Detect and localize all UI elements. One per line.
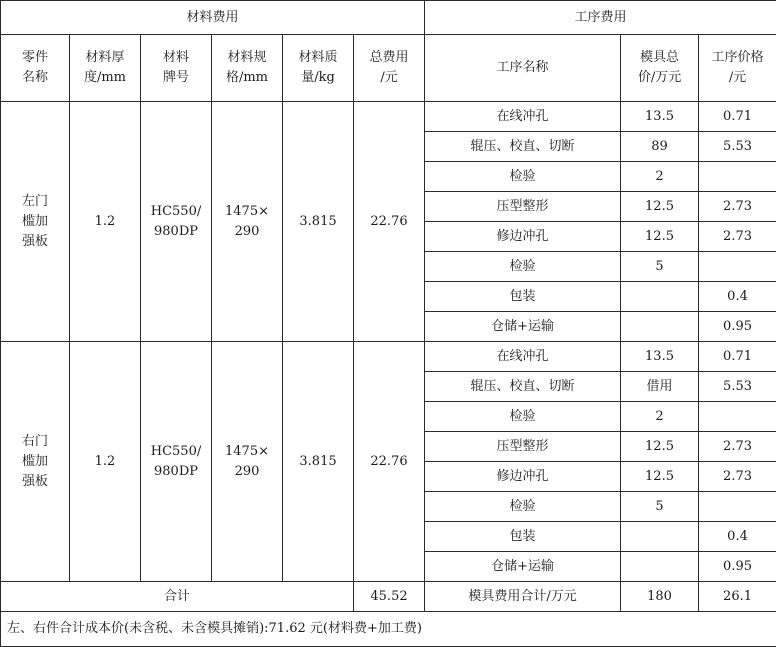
process-price-cell bbox=[699, 162, 776, 192]
total-cost-header: 总费用 /元 bbox=[354, 35, 425, 102]
footnote: 左、右件合计成本价(未含税、未含模具摊销):71.62 元(材料费+加工费) bbox=[1, 612, 776, 647]
grade-header: 材料 牌号 bbox=[141, 35, 212, 102]
process-name-cell: 辊压、校直、切断 bbox=[425, 372, 621, 402]
process-price-cell: 2.73 bbox=[699, 192, 776, 222]
die-cost-cell bbox=[621, 522, 699, 552]
spec-header: 材料规 格/mm bbox=[212, 35, 283, 102]
table-row bbox=[1, 102, 776, 132]
part-name-cell: 右门 槛加 强板 bbox=[1, 342, 70, 582]
mass-header: 材料质 量/kg bbox=[283, 35, 354, 102]
process-price-cell bbox=[699, 402, 776, 432]
die-cost-cell: 2 bbox=[621, 162, 699, 192]
process-name-cell: 检验 bbox=[425, 402, 621, 432]
material-total-value: 45.52 bbox=[354, 582, 425, 612]
process-price-cell: 0.95 bbox=[699, 552, 776, 582]
process-name-cell: 压型整形 bbox=[425, 192, 621, 222]
total-row bbox=[1, 582, 776, 612]
process-name-cell: 仓储+运输 bbox=[425, 552, 621, 582]
process-price-cell: 2.73 bbox=[699, 462, 776, 492]
spec-cell: 1475× 290 bbox=[212, 102, 283, 342]
process-price-header: 工序价格 /元 bbox=[699, 35, 776, 102]
table-row bbox=[1, 342, 776, 372]
process-name-cell: 仓储+运输 bbox=[425, 312, 621, 342]
spec-cell: 1475× 290 bbox=[212, 342, 283, 582]
process-name-cell: 在线冲孔 bbox=[425, 102, 621, 132]
header-group-row bbox=[1, 1, 776, 35]
process-price-cell: 0.71 bbox=[699, 102, 776, 132]
grade-cell: HC550/ 980DP bbox=[141, 342, 212, 582]
die-cost-cell: 2 bbox=[621, 402, 699, 432]
die-cost-cell bbox=[621, 312, 699, 342]
die-cost-cell: 12.5 bbox=[621, 222, 699, 252]
thickness-cell: 1.2 bbox=[70, 342, 141, 582]
process-price-cell: 0.4 bbox=[699, 282, 776, 312]
process-name-cell: 修边冲孔 bbox=[425, 462, 621, 492]
mass-cell: 3.815 bbox=[283, 342, 354, 582]
process-price-cell bbox=[699, 252, 776, 282]
process-name-header: 工序名称 bbox=[425, 35, 621, 102]
process-name-cell: 检验 bbox=[425, 252, 621, 282]
die-cost-cell: 13.5 bbox=[621, 102, 699, 132]
process-name-cell: 包装 bbox=[425, 282, 621, 312]
process-name-cell: 辊压、校直、切断 bbox=[425, 132, 621, 162]
die-total-header: 模具总 价/万元 bbox=[621, 35, 699, 102]
process-price-cell: 5.53 bbox=[699, 372, 776, 402]
process-name-cell: 检验 bbox=[425, 492, 621, 522]
process-price-cell bbox=[699, 492, 776, 522]
process-price-cell: 5.53 bbox=[699, 132, 776, 162]
mass-cell: 3.815 bbox=[283, 102, 354, 342]
die-cost-cell: 89 bbox=[621, 132, 699, 162]
process-name-cell: 包装 bbox=[425, 522, 621, 552]
process-price-cell: 2.73 bbox=[699, 432, 776, 462]
die-cost-cell: 12.5 bbox=[621, 192, 699, 222]
die-cost-cell: 12.5 bbox=[621, 462, 699, 492]
die-total-value: 180 bbox=[621, 582, 699, 612]
grade-cell: HC550/ 980DP bbox=[141, 102, 212, 342]
total-cost-cell: 22.76 bbox=[354, 102, 425, 342]
die-cost-cell: 12.5 bbox=[621, 432, 699, 462]
process-total-value: 26.1 bbox=[699, 582, 776, 612]
process-price-cell: 0.95 bbox=[699, 312, 776, 342]
die-total-label: 模具费用合计/万元 bbox=[425, 582, 621, 612]
part-name-header: 零件 名称 bbox=[1, 35, 70, 102]
die-cost-cell: 13.5 bbox=[621, 342, 699, 372]
process-name-cell: 压型整形 bbox=[425, 432, 621, 462]
total-cost-cell: 22.76 bbox=[354, 342, 425, 582]
die-cost-cell bbox=[621, 282, 699, 312]
die-cost-cell: 5 bbox=[621, 492, 699, 522]
thickness-cell: 1.2 bbox=[70, 102, 141, 342]
part-name-cell: 左门 槛加 强板 bbox=[1, 102, 70, 342]
process-price-cell: 0.4 bbox=[699, 522, 776, 552]
footnote-row bbox=[1, 612, 776, 647]
process-name-cell: 在线冲孔 bbox=[425, 342, 621, 372]
die-cost-cell: 借用 bbox=[621, 372, 699, 402]
die-cost-cell bbox=[621, 552, 699, 582]
material-cost-group-header: 材料费用 bbox=[1, 1, 425, 35]
process-name-cell: 检验 bbox=[425, 162, 621, 192]
thickness-header: 材料厚 度/mm bbox=[70, 35, 141, 102]
process-cost-group-header: 工序费用 bbox=[425, 1, 776, 35]
process-price-cell: 2.73 bbox=[699, 222, 776, 252]
process-price-cell: 0.71 bbox=[699, 342, 776, 372]
header-column-row bbox=[1, 35, 776, 102]
process-name-cell: 修边冲孔 bbox=[425, 222, 621, 252]
total-label: 合计 bbox=[1, 582, 354, 612]
die-cost-cell: 5 bbox=[621, 252, 699, 282]
